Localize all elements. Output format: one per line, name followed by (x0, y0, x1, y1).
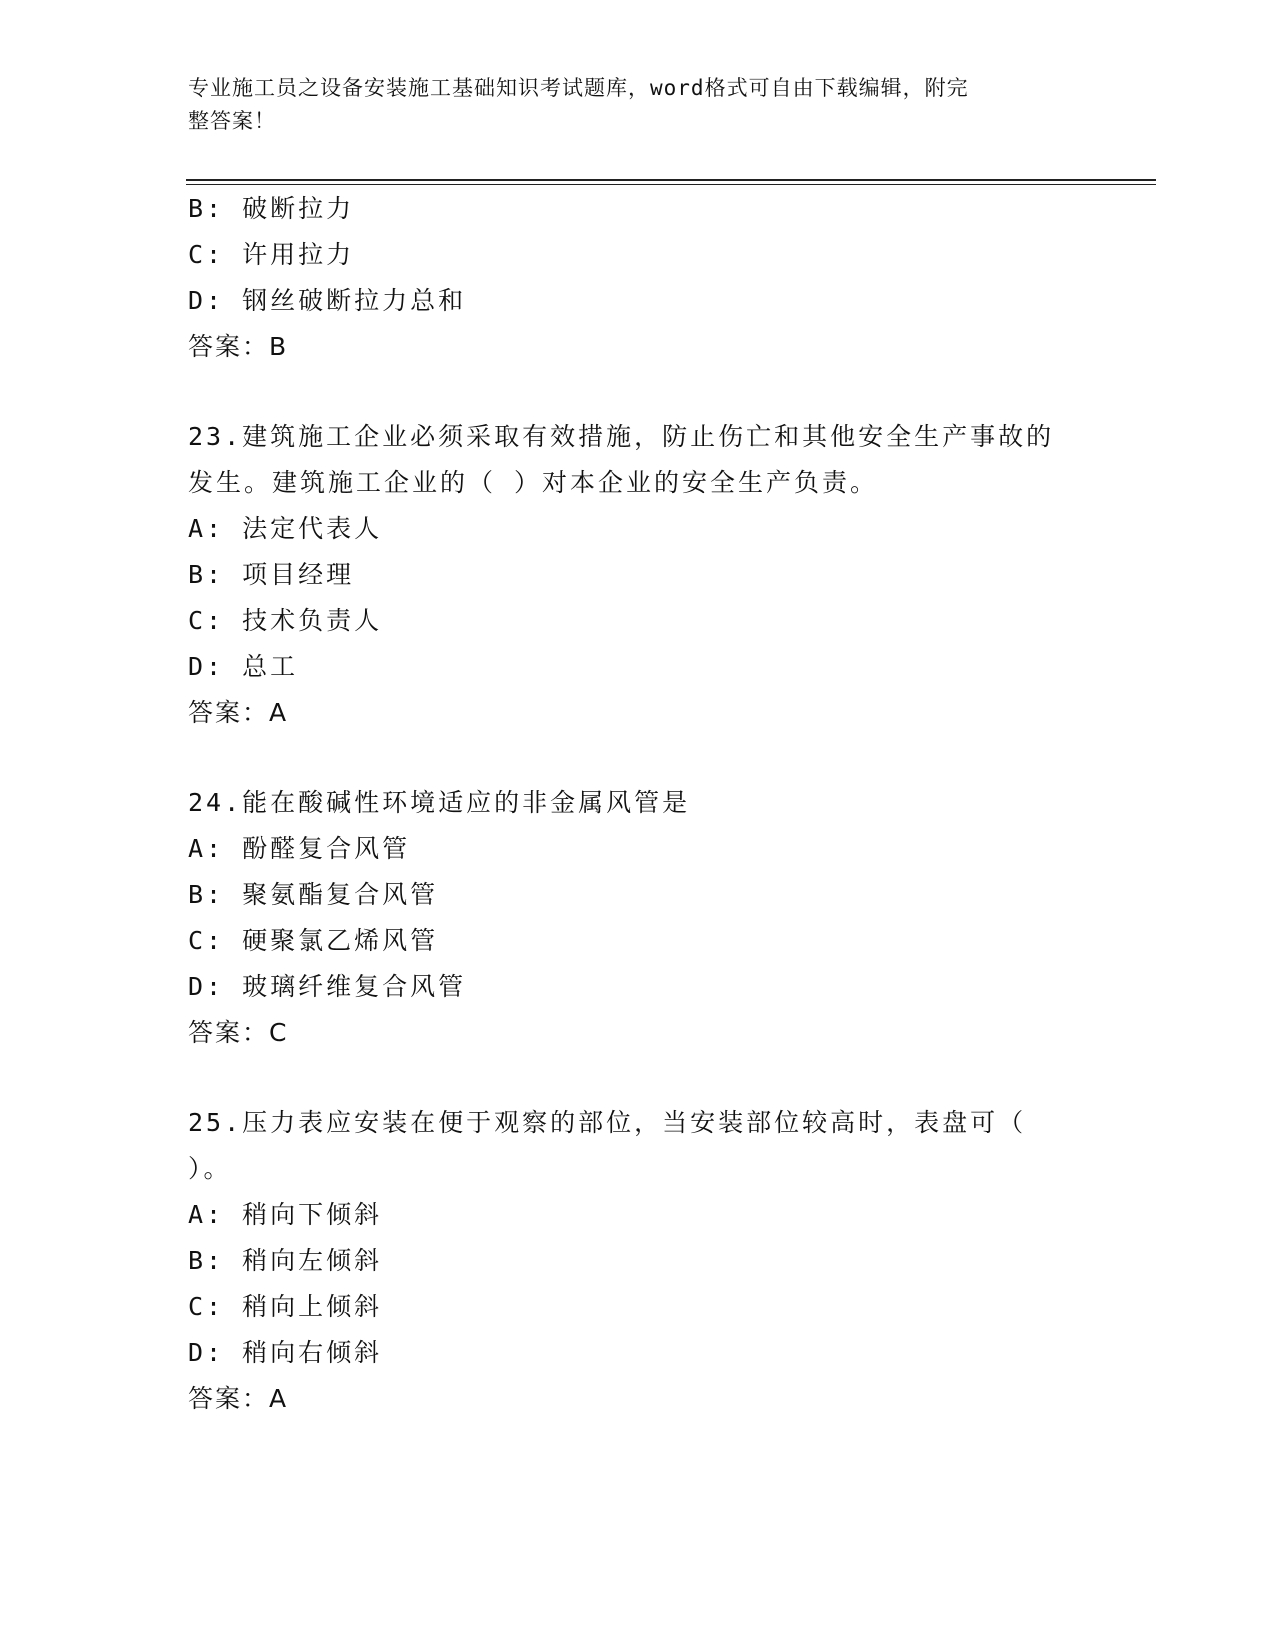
option-b: B: 聚氨酯复合风管 (188, 880, 439, 909)
answer-line: 答案：C (188, 1018, 289, 1047)
option-d: D: 稍向右倾斜 (188, 1338, 383, 1367)
document-body (188, 186, 1088, 1422)
option-a: A: 法定代表人 (188, 514, 383, 543)
question-text-line: ）。 (188, 1154, 232, 1183)
option-a: A: 酚醛复合风管 (188, 834, 411, 863)
question-25 (188, 1100, 1088, 1422)
option-c: C: 稍向上倾斜 (188, 1292, 383, 1321)
header-title-line2: 整答案！ (188, 109, 276, 133)
option-d: D: 总工 (188, 652, 299, 681)
option-c: C: 技术负责人 (188, 606, 383, 635)
option-a: A: 稍向下倾斜 (188, 1200, 383, 1229)
question-text-line: 25.压力表应安装在便于观察的部位，当安装部位较高时，表盘可（ (188, 1108, 1027, 1137)
option-c: C: 许用拉力 (188, 240, 355, 269)
option-b: B: 项目经理 (188, 560, 355, 589)
option-c: C: 硬聚氯乙烯风管 (188, 926, 439, 955)
option-b: B: 稍向左倾斜 (188, 1246, 383, 1275)
question-text-line: 发生。建筑施工企业的（ ）对本企业的安全生产负责。 (188, 468, 879, 497)
header-divider-thin (186, 184, 1156, 185)
header-title-line1: 专业施工员之设备安装施工基础知识考试题库，word格式可自由下载编辑，附完 (188, 76, 969, 100)
option-d: D: 玻璃纤维复合风管 (188, 972, 467, 1001)
header-divider-thick (186, 179, 1156, 181)
option-d: D: 钢丝破断拉力总和 (188, 286, 467, 315)
question-text-line: 23.建筑施工企业必须采取有效措施，防止伤亡和其他安全生产事故的 (188, 422, 1055, 451)
question-23 (188, 414, 1088, 736)
answer-line: 答案：A (188, 698, 289, 727)
answer-line: 答案：A (188, 1384, 289, 1413)
question-24 (188, 780, 1088, 1056)
question-22-continued (188, 186, 1088, 370)
question-text-line: 24.能在酸碱性环境适应的非金属风管是 (188, 788, 691, 817)
answer-line: 答案：B (188, 332, 289, 361)
document-header (188, 72, 1088, 138)
option-b: B: 破断拉力 (188, 194, 355, 223)
